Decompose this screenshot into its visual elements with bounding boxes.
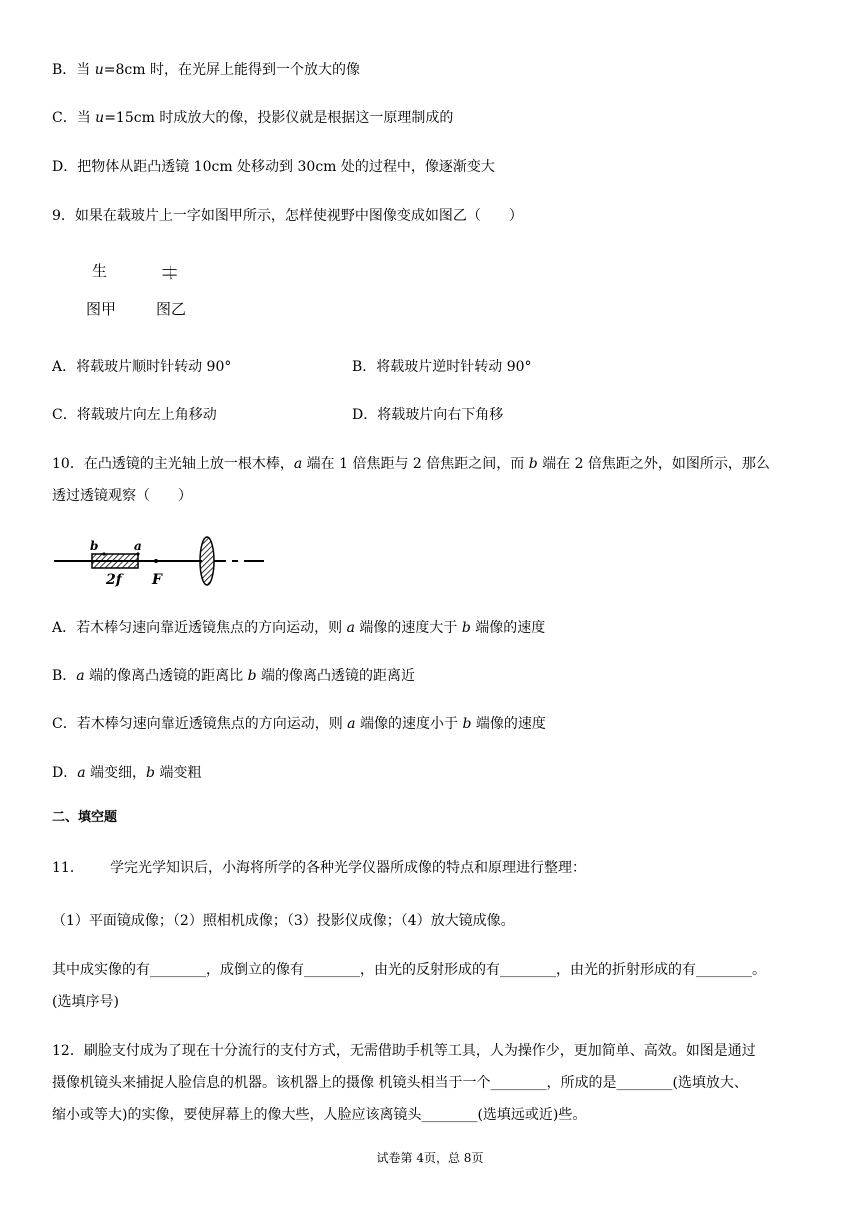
page-footer: 试卷第 4页，总 8页 (376, 1151, 484, 1165)
figure-char-rotated: 卄 (160, 264, 179, 281)
q8-option-b-rest: =8cm 时，在光屏上能得到一个放大的像 (103, 62, 360, 78)
q8-option-c-var: u (95, 110, 105, 126)
q10-option-d-var-b: b (146, 765, 156, 781)
q9-option-c: C．将载玻片向左上角移动 (52, 407, 217, 423)
q11-stem: 学完光学知识后，小海将所学的各种光学仪器所成像的特点和原理进行整理： (110, 860, 586, 876)
wooden-rod (92, 554, 138, 568)
q10-option-b (52, 666, 415, 686)
q10-option-b-p3: 端的像离凸透镜的距离近 (256, 668, 415, 684)
q9-option-d: D．将载玻片向右下角移 (352, 407, 504, 423)
q8-option-c-rest: =15cm 时成放大的像，投影仪就是根据这一原理制成的 (104, 110, 454, 126)
q8-option-d: D．把物体从距凸透镜 10cm 处移动到 30cm 处的过程中，像逐渐变大 (52, 159, 495, 175)
q10-stem-part3: 端在 2 倍焦距之外，如图所示，那么 (537, 456, 770, 472)
label-a: a (134, 539, 142, 553)
q10-stem-part2: 端在 1 倍焦距与 2 倍焦距之间，而 (302, 456, 529, 472)
q10-option-a-p2: 端像的速度大于 (354, 620, 462, 636)
q10-option-b-p2: 端的像离凸透镜的距离比 (84, 668, 248, 684)
q11-note: (选填序号) (52, 994, 119, 1010)
q10-stem-line2: 透过透镜观察（ ） (52, 488, 192, 504)
q10-lens-figure (52, 530, 272, 588)
q10-var-b: b (528, 456, 538, 472)
q8-option-b (52, 60, 360, 80)
q10-option-d (52, 763, 201, 783)
figure-char-sheng: 生 (92, 262, 108, 280)
q10-option-a (52, 618, 545, 638)
q10-option-c-var-b: b (462, 716, 472, 732)
q10-option-d-var-a: a (77, 765, 86, 781)
q11-number: 11． (52, 860, 84, 876)
section-title-fill-in: 二、填空题 (52, 810, 118, 825)
label-F: F (152, 572, 162, 588)
q10-option-c-var-a: a (347, 716, 356, 732)
q10-option-a-p3: 端像的速度 (470, 620, 546, 636)
q9-stem: 9．如果在载玻片上一字如图甲所示，怎样使视野中图像变成如图乙（ ） (52, 208, 523, 224)
label-b: b (90, 539, 99, 553)
q10-option-a-var-a: a (346, 620, 355, 636)
label-2f: 2f (106, 572, 122, 588)
convex-lens (200, 537, 214, 585)
q10-option-c-p3: 端像的速度 (471, 716, 546, 732)
q10-option-a-var-b: b (461, 620, 471, 636)
q10-option-d-p3: 端变粗 (155, 765, 202, 781)
q10-option-d-p2: 端变细， (85, 765, 147, 781)
q10-option-b-var-b: b (247, 668, 257, 684)
q8-option-b-text: B．当 (52, 62, 95, 78)
focal-point-marker (154, 559, 158, 563)
q12-line3: 缩小或等大)的实像，要使屏幕上的像大些，人脸应该离镜头________(选填远或近)些。 (52, 1107, 587, 1123)
rod-end-b-marker (102, 552, 105, 555)
q8-option-c (52, 108, 453, 128)
q10-option-c-p2: 端像的速度小于 (355, 716, 463, 732)
q9-option-b: B．将载玻片逆时针转动 90° (352, 359, 532, 375)
figure-label-yi: 图乙 (156, 300, 187, 318)
q10-var-a: a (293, 456, 303, 472)
q9-option-a: A．将载玻片顺时针转动 90° (52, 359, 232, 375)
q11-items: （1）平面镜成像；（2）照相机成像；（3）投影仪成像；（4）放大镜成像。 (52, 913, 515, 929)
q12-line2: 摄像机镜头来捕捉人脸信息的机器。该机器上的摄像 机镜头相当于一个________，所成的是________(选填放大、 (52, 1075, 748, 1091)
q10-option-c-p1: C．若木棒匀速向靠近透镜焦点的方向运动，则 (52, 716, 348, 732)
q10-stem-part1: 10．在凸透镜的主光轴上放一根木棒， (52, 456, 294, 472)
q8-option-c-text: C．当 (52, 110, 96, 126)
q11-blanks-line: 其中成实像的有________，成倒立的像有________，由光的反射形成的有________，由光的折射形成的有________。 (52, 962, 766, 978)
q10-option-c (52, 714, 546, 734)
q12-line1: 12．刷脸支付成为了现在十分流行的支付方式，无需借助手机等工具，人为操作少，更加简单、高效。如图是通过 (52, 1043, 756, 1059)
q10-option-a-p1: A．若木棒匀速向靠近透镜焦点的方向运动，则 (52, 620, 347, 636)
q10-option-b-p1: B． (52, 668, 77, 684)
q10-option-d-p1: D． (52, 765, 78, 781)
q8-option-b-var: u (94, 62, 104, 78)
q10-stem-line1 (52, 454, 770, 474)
q10-option-b-var-a: a (76, 668, 85, 684)
figure-label-jia: 图甲 (86, 300, 117, 318)
